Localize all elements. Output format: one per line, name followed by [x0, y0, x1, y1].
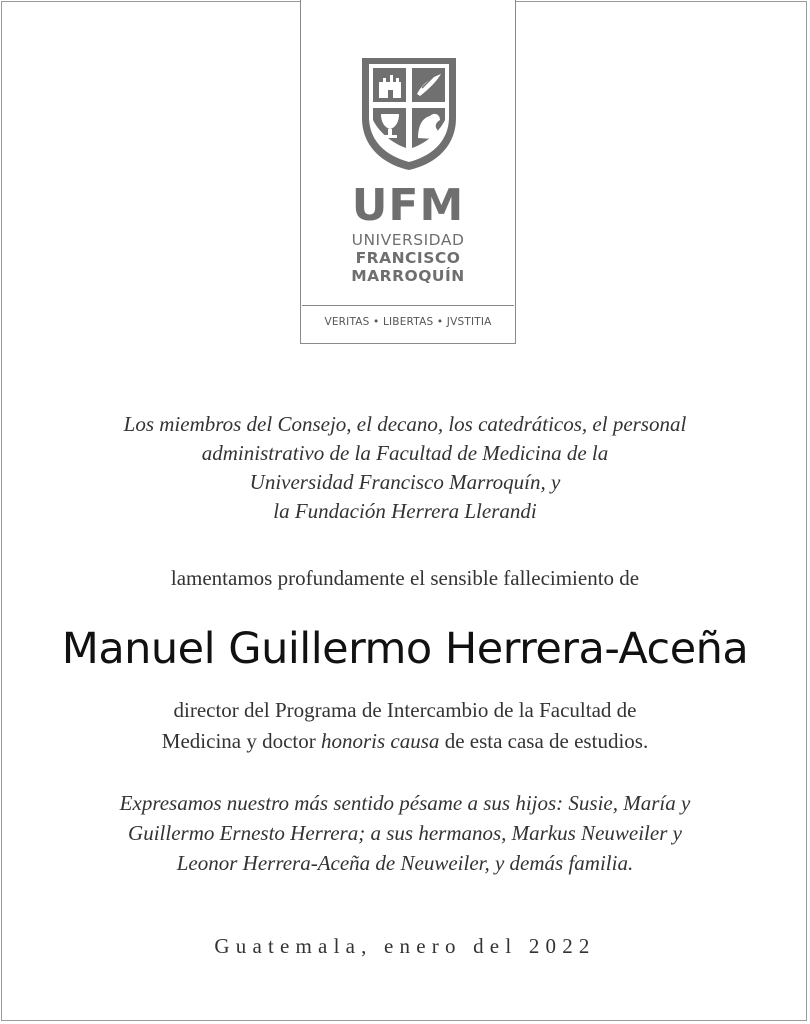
motto: VERITAS • LIBERTAS • JVSTITIA — [324, 316, 492, 328]
deceased-name: Manuel Guillermo Herrera-Aceña — [61, 624, 749, 674]
intro-line: la Fundación Herrera Llerandi — [273, 499, 537, 523]
role-paragraph — [0, 695, 810, 757]
role-text: Medicina y doctor — [161, 729, 321, 753]
role-line — [0, 726, 810, 757]
role-line: director del Programa de Intercambio de la Facultad de — [173, 698, 637, 722]
intro-paragraph — [0, 410, 810, 526]
intro-line: administrativo de la Facultad de Medicina de la — [201, 441, 609, 465]
place-date: Guatemala, enero del 2022 — [214, 934, 596, 958]
condolence-paragraph — [0, 788, 810, 878]
intro-line: Universidad Francisco Marroquín, y — [249, 470, 561, 494]
brand-name-line-1: UNIVERSIDAD — [351, 231, 465, 249]
condolence-line: Guillermo Ernesto Herrera; a sus hermanos, Markus Neuweiler y — [128, 821, 682, 845]
logo-banner — [300, 0, 516, 344]
honoris-causa-text: honoris causa — [321, 729, 440, 753]
intro-line: Los miembros del Consejo, el decano, los catedráticos, el personal — [123, 412, 687, 436]
university-shield-icon — [360, 54, 458, 172]
brand-name-line-3: MARROQUÍN — [351, 267, 465, 285]
condolence-line: Expresamos nuestro más sentido pésame a sus hijos: Susie, María y — [119, 791, 691, 815]
lament-line: lamentamos profundamente el sensible fallecimiento de — [170, 566, 640, 590]
brand-abbreviation: UFM — [351, 180, 465, 231]
condolence-line: Leonor Herrera-Aceña de Neuweiler, y demás familia. — [176, 851, 634, 875]
brand-name-line-2: FRANCISCO — [355, 249, 461, 267]
role-text: de esta casa de estudios. — [439, 729, 649, 753]
banner-divider — [302, 305, 514, 306]
